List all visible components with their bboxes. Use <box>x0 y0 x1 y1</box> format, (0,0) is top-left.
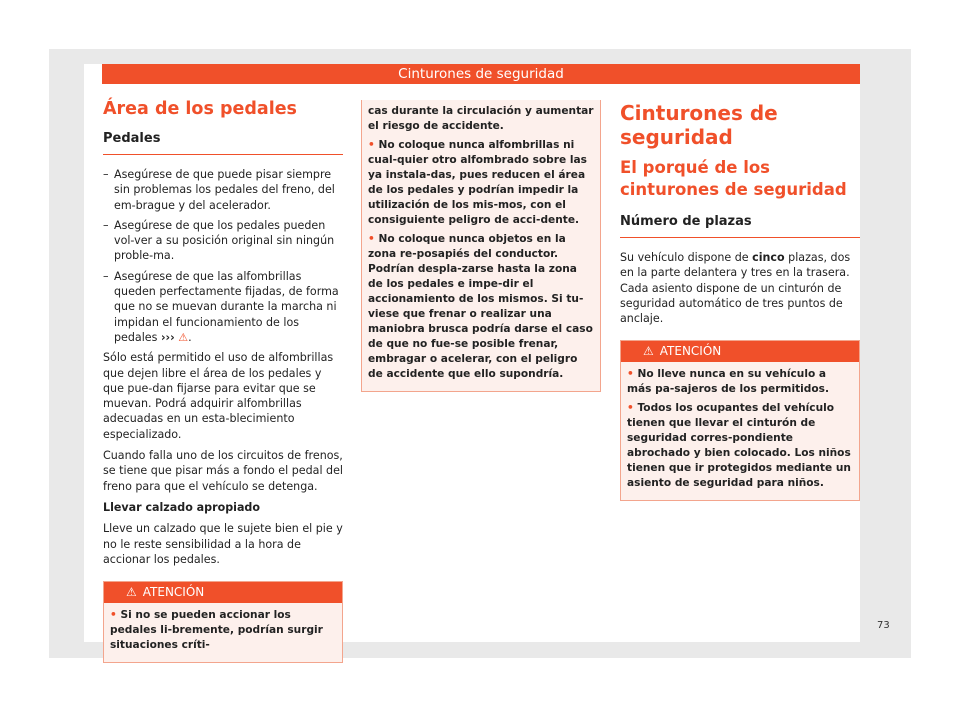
page-number: 73 <box>877 620 890 631</box>
column-left <box>103 98 343 663</box>
warning-header: ⚠ ATENCIÓN <box>621 341 859 362</box>
subheading: Llevar calzado apropiado <box>103 500 260 514</box>
paragraph: Sólo está permitido el uso de alfombrillas que dejen libre el área de los pedales y que pue-dan fijarse para evitar que se muevan. Podrá adquirir alfombrillas adecuadas en un esta-blecimiento especializado. <box>103 351 334 441</box>
warning-header: ⚠ ATENCIÓN <box>104 582 342 603</box>
warning-item: • No coloque nunca alfombrillas ni cual-quier otro alfombrado sobre las ya instala-das, pues reducen el área de los pedales y podrían impedir la utilización de los mis-mos, con el consiguiente peligro de acci-dente. <box>368 139 587 226</box>
warning-body <box>362 100 600 391</box>
warning-item-continued: cas durante la circulación y aumentar el riesgo de accidente. <box>368 105 594 132</box>
list-item: – Asegúrese de que las alfombrillas queden perfectamente fijadas, de forma que no se muevan durante la marcha ni impidan el funcionamiento de los pedales ››› ⚠. <box>103 269 339 344</box>
warning-body <box>621 362 859 500</box>
warning-box <box>103 581 343 663</box>
warning-item: • Todos los ocupantes del vehículo tienen que llevar el cinturón de seguridad corres-pondiente abrochado y bien colocado. Los niños tienen que ir protegidos mediante un asiento de seguridad para niños. <box>627 402 851 490</box>
paragraph: Cuando falla uno de los circuitos de frenos, se tiene que pisar más a fondo el pedal del freno para que el vehículo se detenga. <box>103 449 343 493</box>
warning-box <box>620 340 860 501</box>
section-title: El porqué de los cinturones de seguridad <box>620 158 847 199</box>
list-item: – Asegúrese de que los pedales pueden vol-ver a su posición original sin ningún proble-ma. <box>103 218 335 263</box>
paragraph: Su vehículo dispone de cinco plazas, dos en la parte delantera y tres en la trasera. Cada asiento dispone de un cinturón de seguridad automático de tres puntos de anclaje. <box>620 251 851 326</box>
paragraph: Lleve un calzado que le sujete bien el pie y no le reste sensibilidad a la hora de accionar los pedales. <box>103 522 343 566</box>
reference-arrows: ››› <box>160 330 175 344</box>
chapter-title: Cinturones de seguridad <box>620 101 778 149</box>
column-middle <box>361 100 601 392</box>
running-header: Cinturones de seguridad <box>102 64 860 84</box>
warning-box-continued <box>361 100 601 392</box>
section-title: Área de los pedales <box>103 99 297 119</box>
warning-triangle-icon: ⚠ <box>126 585 137 600</box>
warning-triangle-icon[interactable]: ⚠ <box>178 330 189 344</box>
warning-item: • No coloque nunca objetos en la zona re-posapiés del conductor. Podrían despla-zarse hasta la zona de los pedales e impe-dir el accionamiento de los mismos. Si tu-viese que frenar o realizar una maniobra brusca podría darse el caso de que no fue-se posible frenar, embragar o acelerar, con el peligro de accidente que ello supondría. <box>368 233 593 380</box>
warning-item: • Si no se pueden accionar los pedales li-bremente, podrían surgir situaciones críti- <box>110 609 323 652</box>
warning-body <box>104 603 342 662</box>
subsection-title: Pedales <box>103 130 343 155</box>
subsection-title: Número de plazas <box>620 213 860 238</box>
warning-item: • No lleve nunca en su vehículo a más pa-sajeros de los permitidos. <box>627 368 829 396</box>
list-item: – Asegúrese de que puede pisar siempre sin problemas los pedales del freno, del em-brague y del acelerador. <box>103 168 335 212</box>
warning-triangle-icon: ⚠ <box>643 344 654 359</box>
column-right <box>620 101 860 501</box>
checklist <box>103 167 343 345</box>
